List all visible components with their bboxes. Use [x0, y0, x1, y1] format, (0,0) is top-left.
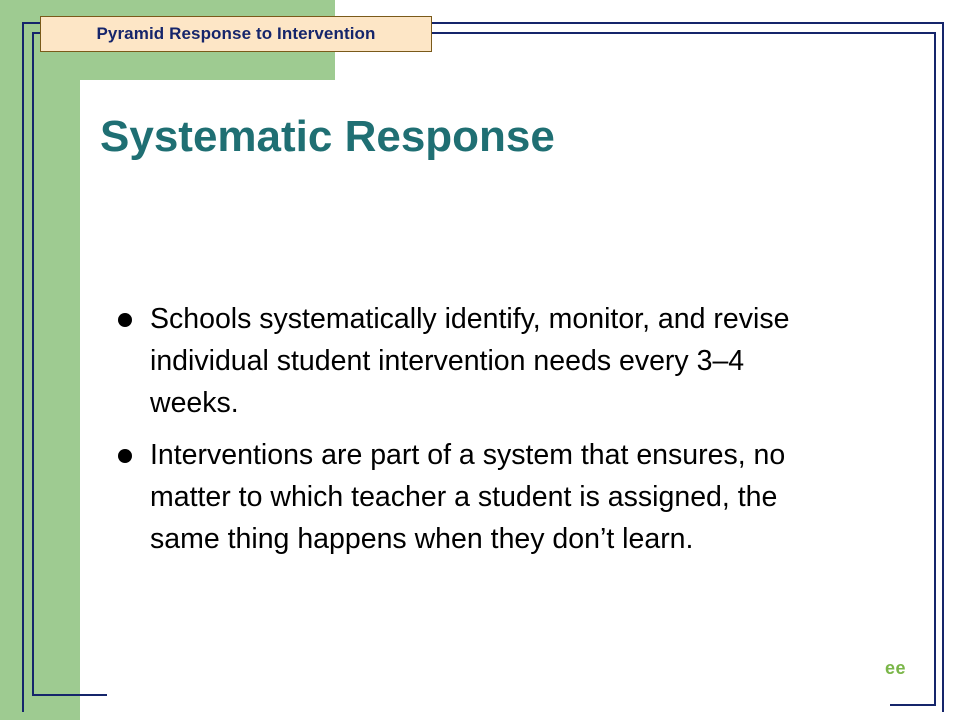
frame-inner-right-line — [934, 32, 936, 704]
footer-logo-mark: ee — [885, 658, 907, 678]
frame-bottom-left-line — [32, 694, 107, 696]
bullet-item — [118, 434, 838, 560]
bullet-text: Interventions are part of a system that ensures, no matter to which teacher a student is assigned, the same thing happens when they don’t learn. — [150, 439, 786, 555]
frame-inner-left-line — [32, 32, 34, 696]
bullet-dot-icon — [118, 313, 132, 327]
frame-bottom-right-line — [890, 704, 936, 706]
bullet-text: Schools systematically identify, monitor, and revise individual student intervention needs every 3–4 weeks. — [150, 303, 790, 419]
slide-title: Systematic Response — [100, 112, 555, 161]
bullet-item — [118, 298, 838, 424]
header-label: Pyramid Response to Intervention — [96, 24, 376, 43]
bullet-list — [118, 298, 838, 570]
header-tab — [40, 16, 432, 52]
bullet-dot-icon — [118, 449, 132, 463]
